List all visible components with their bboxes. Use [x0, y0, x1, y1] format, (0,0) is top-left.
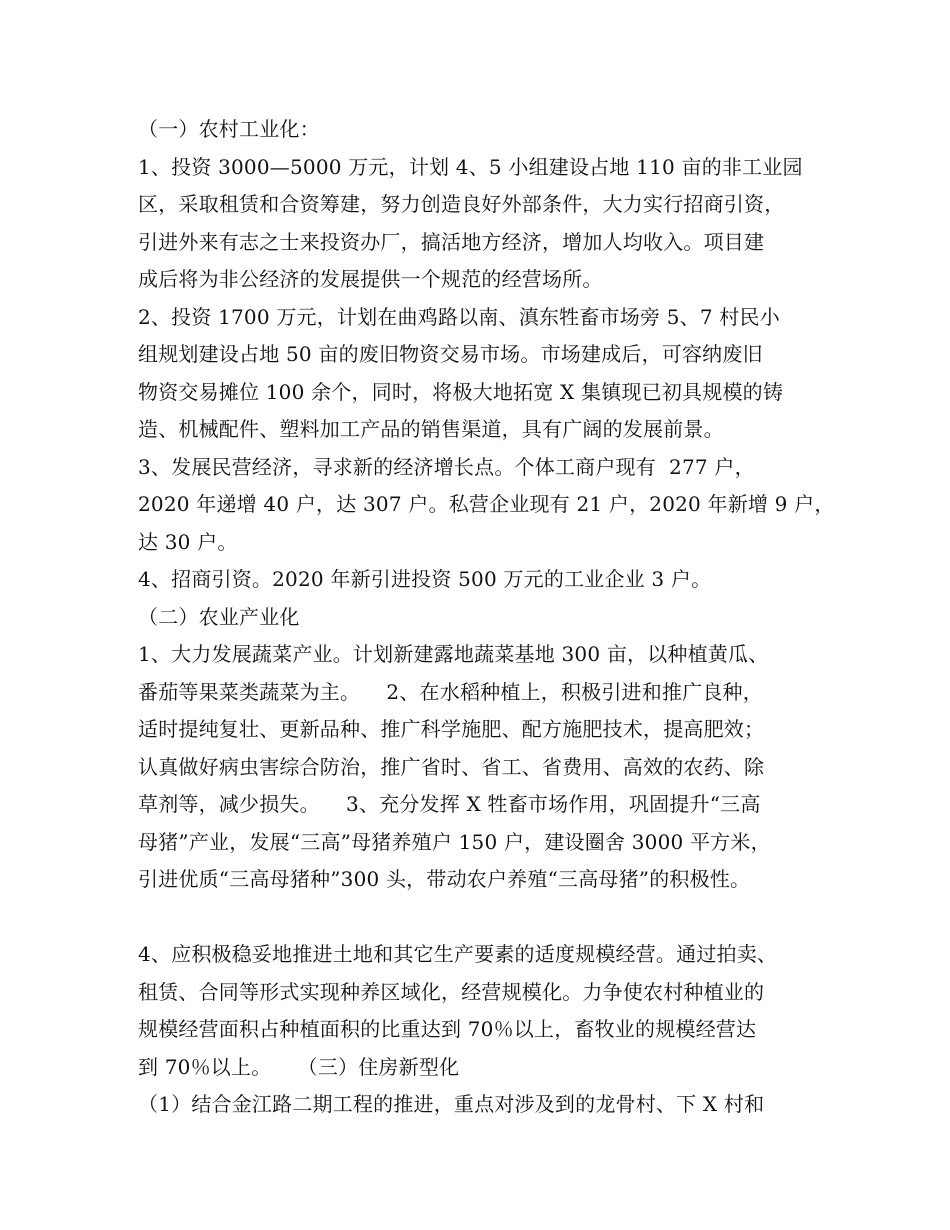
paragraph-line: 认真做好病虫害综合防治，推广省时、省工、省费用、高效的农药、除 [138, 754, 765, 779]
paragraph-line: 区，采取租赁和合资筹建，努力创造良好外部条件，大力实行招商引资， [138, 192, 785, 216]
paragraph-line: 1、投资 3000—5000 万元，计划 4、5 小组建设占地 110 亩的非工业园 [138, 154, 803, 179]
paragraph-line: 物资交易摊位 100 余个，同时，将极大地拓宽 X 集镇现已初具规模的铸 [138, 379, 784, 404]
paragraph-line: 引进优质“三高母猪种”300 头，带动农户养殖“三高母猪”的积极性。 [138, 867, 751, 891]
paragraph-line: 4、应积极稳妥地推进土地和其它生产要素的适度规模经营。通过拍卖、 [138, 942, 778, 966]
section-heading-agricultural-industrialization: （二）农业产业化 [138, 604, 300, 629]
paragraph-line: 组规划建设占地 50 亩的废旧物资交易市场。市场建成后，可容纳废旧 [138, 342, 763, 366]
paragraph-line: 母猪”产业，发展“三高”母猪养殖户 150 户，建设圈舍 3000 平方米， [138, 829, 771, 854]
section-heading-rural-industrialization: （一）农村工业化： [138, 117, 320, 141]
paragraph-line: 成后将为非公经济的发展提供一个规范的经营场所。 [138, 267, 603, 291]
paragraph-line: 3、发展民营经济，寻求新的经济增长点。个体工商户现有 277 户， [138, 454, 755, 479]
paragraph-line: 造、机械配件、塑料加工产品的销售渠道，具有广阔的发展前景。 [138, 417, 724, 441]
document-body [138, 111, 838, 1124]
paragraph-line: （1）结合金江路二期工程的推进，重点对涉及到的龙骨村、下 X 村和 [138, 1092, 765, 1116]
paragraph-line: 2、投资 1700 万元，计划在曲鸡路以南、滇东牲畜市场旁 5、7 村民小 [138, 304, 780, 329]
paragraph-line: 达 30 户。 [138, 529, 238, 554]
paragraph-line: 到 70％以上。 （三）住房新型化 [138, 1054, 460, 1079]
paragraph-line: 草剂等，减少损失。 3、充分发挥 X 牲畜市场作用，巩固提升“三高 [138, 792, 761, 816]
blank-line [138, 899, 838, 937]
paragraph-line: 租赁、合同等形式实现种养区域化，经营规模化。力争使农村种植业的 [138, 979, 765, 1004]
paragraph-line: 规模经营面积占种植面积的比重达到 70％以上，畜牧业的规模经营达 [138, 1017, 757, 1041]
paragraph-line: 番茄等果菜类蔬菜为主。 2、在水稻种植上，积极引进和推广良种， [138, 679, 763, 704]
paragraph-line: 1、大力发展蔬菜产业。计划新建露地蔬菜基地 300 亩，以种植黄瓜、 [138, 642, 769, 666]
paragraph-line: 适时提纯复壮、更新品种、推广科学施肥、配方施肥技术，提高肥效； [138, 717, 765, 741]
paragraph-line: 引进外来有志之士来投资办厂，搞活地方经济，增加人均收入。项目建 [138, 229, 765, 254]
paragraph-line: 2020 年递增 40 户，达 307 户。私营企业现有 21 户，2020 年新增 9 户， [138, 492, 835, 516]
paragraph-line: 4、招商引资。2020 年新引进投资 500 万元的工业企业 3 户。 [138, 567, 712, 591]
